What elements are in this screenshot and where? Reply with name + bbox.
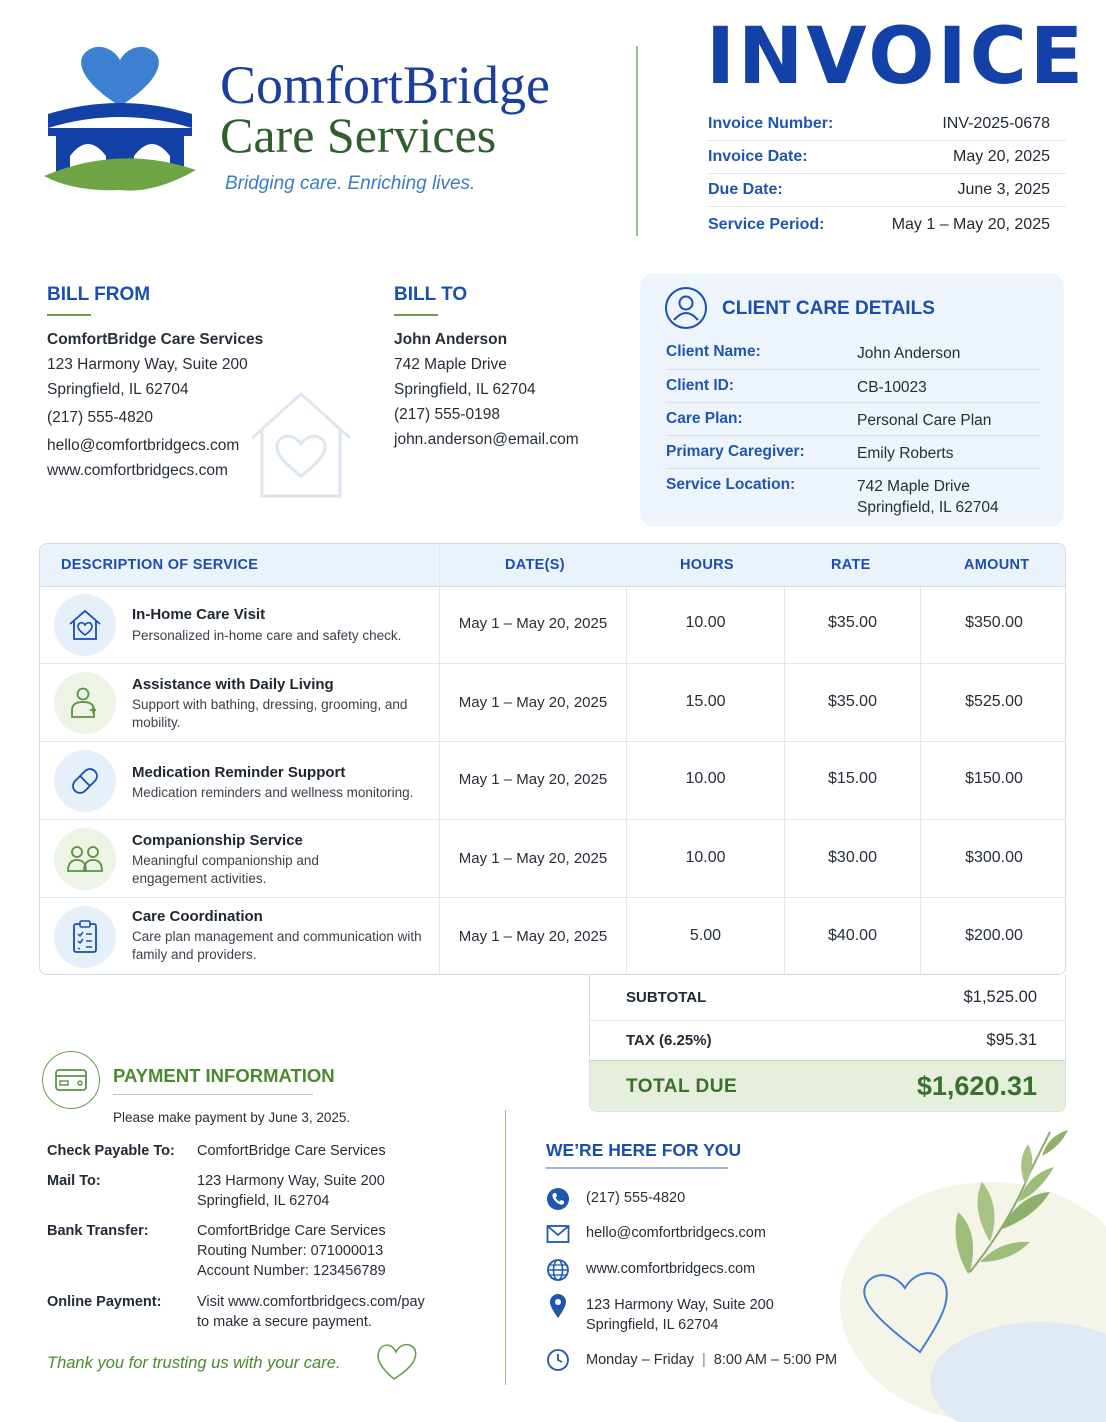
- online-value-line2: to make a secure payment.: [197, 1314, 372, 1330]
- service-description: Medication reminders and wellness monitoring.: [132, 785, 414, 800]
- totals-box: [589, 975, 1066, 1112]
- care-label: Service Location:: [666, 476, 796, 493]
- service-rate: $15.00: [828, 770, 877, 787]
- bank-value-line1: ComfortBridge Care Services: [197, 1223, 386, 1239]
- th-description: DESCRIPTION OF SERVICE: [61, 557, 259, 573]
- bill-to-address2: Springfield, IL 62704: [394, 381, 536, 398]
- bank-account: Account Number: 123456789: [197, 1263, 386, 1279]
- contact-heading: WE’RE HERE FOR YOU: [546, 1140, 742, 1160]
- service-name: Companionship Service: [132, 832, 303, 849]
- check-label: Check Payable To:: [47, 1143, 175, 1159]
- mail-value: [197, 1171, 385, 1211]
- online-value: [197, 1292, 425, 1332]
- contact-email: hello@comfortbridgecs.com: [586, 1225, 766, 1241]
- company-logo: [44, 44, 196, 196]
- table-row: [40, 742, 1065, 820]
- services-table: [39, 543, 1066, 975]
- contact-hours-separator: |: [702, 1352, 706, 1368]
- meta-row-service-period: [708, 208, 1066, 241]
- thank-you-note: Thank you for trusting us with your care.: [47, 1354, 341, 1372]
- service-amount: $200.00: [965, 927, 1023, 944]
- contact-hours-time: 8:00 AM – 5:00 PM: [713, 1352, 838, 1368]
- bill-from-website: www.comfortbridgecs.com: [47, 462, 228, 479]
- service-name: Assistance with Daily Living: [132, 676, 334, 693]
- meta-row-due-date: [708, 174, 1066, 207]
- client-care-heading: CLIENT CARE DETAILS: [722, 298, 935, 319]
- care-value: CB-10023: [857, 379, 927, 396]
- bill-from-address1: 123 Harmony Way, Suite 200: [47, 356, 248, 373]
- table-row: [40, 898, 1065, 975]
- brand-name-line1: ComfortBridge: [220, 55, 550, 115]
- contact-address-line1: 123 Harmony Way, Suite 200: [586, 1297, 774, 1313]
- table-row: [40, 820, 1065, 898]
- bill-from-address: [47, 327, 263, 483]
- meta-row-invoice-date: [708, 141, 1066, 174]
- contact-hours: [586, 1350, 837, 1370]
- subtotal-value: $1,525.00: [963, 988, 1037, 1006]
- bank-routing: Routing Number: 071000013: [197, 1243, 384, 1259]
- online-label: Online Payment:: [47, 1294, 162, 1310]
- service-amount: $525.00: [965, 693, 1023, 710]
- clipboard-icon: [54, 906, 116, 968]
- service-hours: 5.00: [689, 927, 722, 944]
- clock-icon: [545, 1347, 571, 1373]
- service-rate: $35.00: [828, 614, 877, 631]
- care-value: [857, 476, 1040, 518]
- meta-value: May 20, 2025: [953, 148, 1050, 165]
- service-dates: May 1 – May 20, 2025: [458, 694, 608, 711]
- service-dates: May 1 – May 20, 2025: [458, 771, 608, 788]
- payment-note: Please make payment by June 3, 2025.: [113, 1110, 351, 1125]
- care-value: Personal Care Plan: [857, 412, 992, 429]
- contact-phone: (217) 555-4820: [586, 1190, 686, 1206]
- location-pin-icon: [545, 1293, 571, 1319]
- service-hours: 10.00: [685, 849, 726, 866]
- invoice-title: INVOICE: [706, 12, 1087, 102]
- service-description: Personalized in-home care and safety check.: [132, 628, 402, 643]
- bank-value: [197, 1221, 386, 1281]
- service-hours: 10.00: [685, 614, 726, 631]
- service-amount: $150.00: [965, 770, 1023, 787]
- total-due-label: TOTAL DUE: [626, 1075, 738, 1097]
- total-due-value: $1,620.31: [916, 1071, 1037, 1101]
- service-description: Care plan management and communication with family and providers.: [132, 929, 422, 962]
- table-row: [40, 587, 1065, 664]
- bill-from-heading: BILL FROM: [47, 284, 151, 305]
- service-hours: 15.00: [685, 693, 726, 710]
- bill-from-underline: [47, 314, 91, 316]
- online-value-line1: Visit www.comfortbridgecs.com/pay: [197, 1294, 425, 1310]
- care-label: Primary Caregiver:: [666, 443, 805, 460]
- contact-address-line2: Springfield, IL 62704: [586, 1317, 719, 1333]
- bill-to-underline: [394, 314, 438, 316]
- service-rate: $30.00: [828, 849, 877, 866]
- th-dates: DATE(S): [505, 557, 565, 573]
- care-label: Client Name:: [666, 343, 761, 360]
- th-hours: HOURS: [680, 557, 734, 573]
- tax-label: TAX (6.25%): [626, 1032, 712, 1049]
- credit-card-icon: [42, 1051, 100, 1109]
- mail-value-line2: Springfield, IL 62704: [197, 1193, 330, 1209]
- tax-value: $95.31: [986, 1031, 1037, 1049]
- contact-underline: [546, 1167, 728, 1169]
- care-row-primary-caregiver: [666, 436, 1040, 469]
- service-description: Support with bathing, dressing, grooming, and mobility.: [132, 697, 408, 730]
- service-name: Care Coordination: [132, 908, 263, 925]
- care-row-client-id: [666, 370, 1040, 403]
- house-heart-icon: [54, 594, 116, 656]
- contact-website: www.comfortbridgecs.com: [586, 1261, 756, 1277]
- check-value: ComfortBridge Care Services: [197, 1143, 386, 1159]
- meta-value: May 1 – May 20, 2025: [891, 215, 1050, 233]
- meta-label: Service Period:: [708, 215, 825, 233]
- care-value: Emily Roberts: [857, 445, 954, 462]
- bank-label: Bank Transfer:: [47, 1223, 149, 1239]
- brand-name-line2: Care Services: [220, 107, 497, 163]
- email-icon: [545, 1221, 571, 1247]
- meta-value: INV-2025-0678: [942, 115, 1050, 132]
- payment-heading: PAYMENT INFORMATION: [113, 1065, 335, 1086]
- care-value-line2: Springfield, IL 62704: [857, 499, 999, 516]
- care-row-service-location: [666, 469, 1040, 521]
- footer-divider: [505, 1110, 506, 1385]
- service-name: Medication Reminder Support: [132, 764, 346, 781]
- service-name: In-Home Care Visit: [132, 606, 266, 623]
- payment-underline: [113, 1094, 313, 1095]
- bill-from-email: hello@comfortbridgecs.com: [47, 437, 240, 454]
- service-description: Meaningful companionship and engagement activities.: [132, 853, 319, 886]
- house-heart-watermark-icon: [246, 388, 356, 500]
- bill-to-email: john.anderson@email.com: [394, 431, 579, 448]
- heart-outline-icon: [374, 1337, 420, 1383]
- meta-label: Due Date:: [708, 181, 783, 198]
- meta-label: Invoice Date:: [708, 148, 808, 165]
- th-rate: RATE: [831, 557, 871, 573]
- bill-from-address2: Springfield, IL 62704: [47, 381, 189, 398]
- service-amount: $350.00: [965, 614, 1023, 631]
- bill-to-phone: (217) 555-0198: [394, 406, 500, 423]
- pill-icon: [54, 750, 116, 812]
- contact-address: [586, 1295, 774, 1335]
- total-due-row: [590, 1060, 1065, 1112]
- header-divider: [636, 46, 638, 236]
- service-rate: $40.00: [828, 927, 877, 944]
- brand-tagline: Bridging care. Enriching lives.: [225, 173, 476, 194]
- meta-row-invoice-number: [708, 108, 1066, 141]
- service-dates: May 1 – May 20, 2025: [458, 850, 608, 867]
- people-icon: [54, 828, 116, 890]
- care-row-care-plan: [666, 403, 1040, 436]
- service-dates: May 1 – May 20, 2025: [458, 615, 608, 632]
- table-header: [40, 544, 1065, 587]
- meta-label: Invoice Number:: [708, 115, 834, 132]
- subtotal-label: SUBTOTAL: [626, 989, 707, 1006]
- bill-to-name: John Anderson: [394, 331, 508, 348]
- watercolor-decoration: [820, 1112, 1106, 1422]
- tax-row: [590, 1021, 1065, 1060]
- bill-to-address: [394, 327, 579, 452]
- bill-to-address1: 742 Maple Drive: [394, 356, 507, 373]
- phone-icon: [545, 1186, 571, 1212]
- care-row-client-name: [666, 336, 1040, 370]
- care-value-line1: 742 Maple Drive: [857, 478, 970, 495]
- th-amount: AMOUNT: [964, 557, 1030, 573]
- service-amount: $300.00: [965, 849, 1023, 866]
- service-rate: $35.00: [828, 693, 877, 710]
- subtotal-row: [590, 975, 1065, 1021]
- meta-value: June 3, 2025: [957, 181, 1050, 198]
- care-label: Client ID:: [666, 377, 735, 394]
- bill-from-name: ComfortBridge Care Services: [47, 331, 264, 348]
- user-circle-icon: [664, 286, 708, 330]
- table-row: [40, 664, 1065, 742]
- service-hours: 10.00: [685, 770, 726, 787]
- person-assist-icon: [54, 672, 116, 734]
- bill-to-heading: BILL TO: [394, 284, 468, 305]
- globe-icon: [545, 1257, 571, 1283]
- mail-value-line1: 123 Harmony Way, Suite 200: [197, 1173, 385, 1189]
- care-label: Care Plan:: [666, 410, 743, 427]
- contact-hours-days: Monday – Friday: [586, 1352, 694, 1368]
- service-dates: May 1 – May 20, 2025: [458, 928, 608, 945]
- care-value: John Anderson: [857, 345, 961, 362]
- mail-label: Mail To:: [47, 1173, 101, 1189]
- bill-from-phone: (217) 555-4820: [47, 409, 153, 426]
